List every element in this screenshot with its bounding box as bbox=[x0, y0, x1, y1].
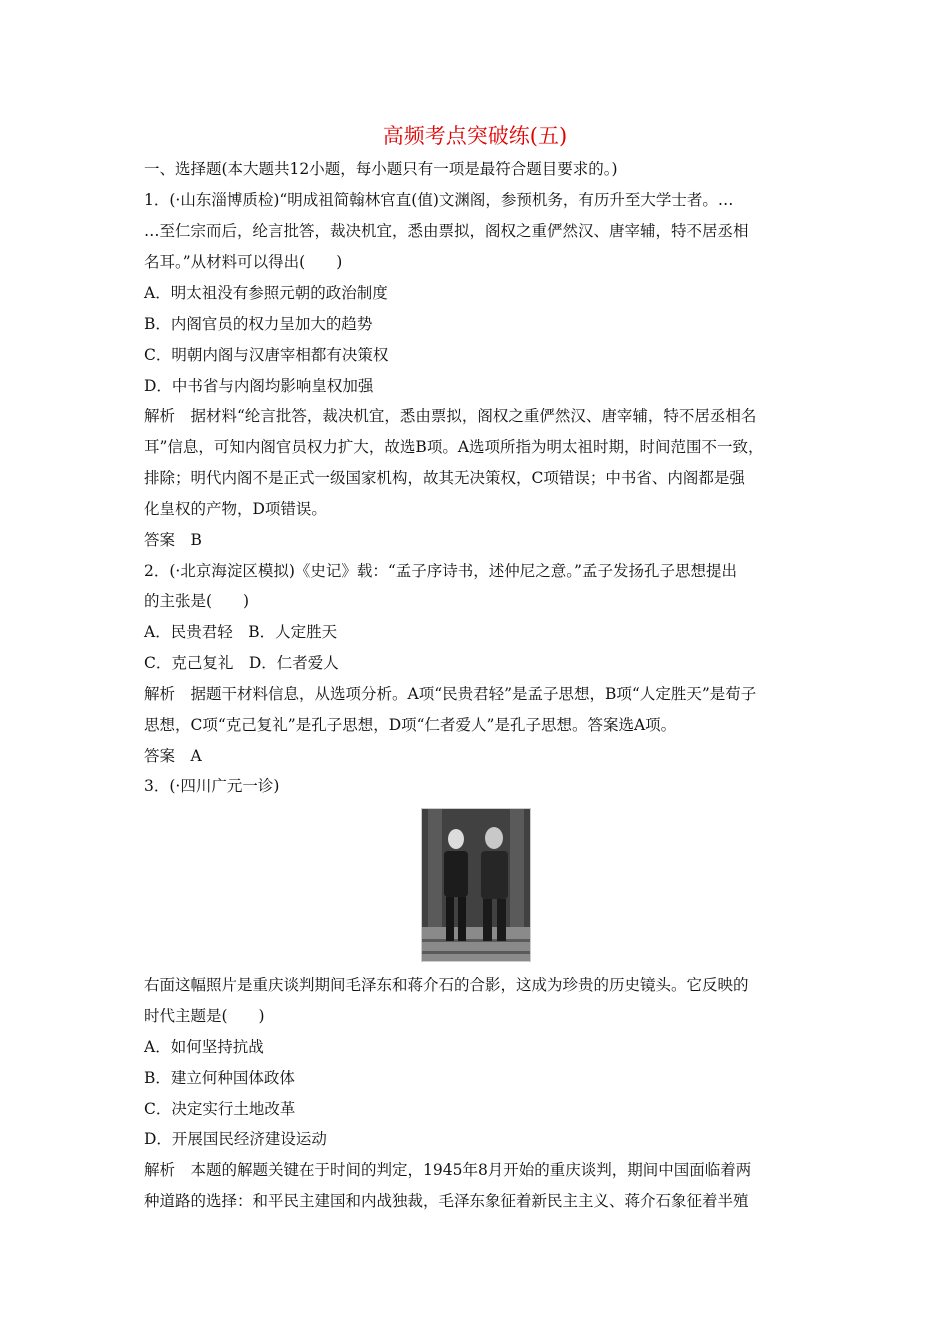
question-1-stem-line-2: …至仁宗而后，纶言批答，裁决机宜，悉由票拟，阁权之重俨然汉、唐宰辅，特不居丞相 bbox=[144, 222, 749, 240]
question-1-option-d: D．中书省与内阁均影响皇权加强 bbox=[144, 377, 374, 395]
question-2-analysis-line-2: 思想，C项“克己复礼”是孔子思想，D项“仁者爱人”是孔子思想。答案选A项。 bbox=[144, 716, 677, 734]
question-3-stem-line-1: 右面这幅照片是重庆谈判期间毛泽东和蒋介石的合影，这成为珍贵的历史镜头。它反映的 bbox=[144, 976, 749, 994]
question-1-option-a: A．明太祖没有参照元朝的政治制度 bbox=[144, 284, 388, 302]
question-2-options-cd: C．克己复礼 D．仁者爱人 bbox=[144, 654, 339, 672]
photo-figures-icon bbox=[422, 809, 530, 961]
question-2-stem-line-1: 2．(·北京海淀区模拟)《史记》载：“孟子序诗书，述仲尼之意。”孟子发扬孔子思想提出 bbox=[144, 562, 737, 580]
question-2-analysis-line-1: 解析 据题干材料信息，从选项分析。A项“民贵君轻”是孟子思想，B项“人定胜天”是荀子 bbox=[144, 685, 757, 703]
question-3-option-c: C．决定实行土地改革 bbox=[144, 1100, 296, 1118]
question-1-stem-line-1: 1．(·山东淄博质检)“明成祖简翰林官直(值)文渊阁，参预机务，有历升至大学士者。… bbox=[144, 191, 734, 209]
section-heading: 一、选择题(本大题共12小题，每小题只有一项是最符合题目要求的。) bbox=[144, 160, 618, 178]
question-3-option-b: B．建立何种国体政体 bbox=[144, 1069, 295, 1087]
question-1-answer: 答案 B bbox=[144, 531, 202, 549]
page-title: 高频考点突破练(五) bbox=[382, 124, 568, 148]
question-1-analysis-line-4: 化皇权的产物，D项错误。 bbox=[144, 500, 327, 518]
question-3-analysis-line-2: 种道路的选择：和平民主建国和内战独裁，毛泽东象征着新民主主义、蒋介石象征着半殖 bbox=[144, 1192, 749, 1210]
question-3-option-a: A．如何坚持抗战 bbox=[144, 1038, 264, 1056]
question-3-heading: 3．(·四川广元一诊) bbox=[144, 777, 280, 795]
question-1-option-c: C．明朝内阁与汉唐宰相都有决策权 bbox=[144, 346, 389, 364]
question-3-stem-line-2: 时代主题是( ) bbox=[144, 1007, 265, 1025]
question-2-answer: 答案 A bbox=[144, 747, 202, 765]
question-2-options-ab: A．民贵君轻 B．人定胜天 bbox=[144, 623, 338, 641]
question-3-analysis-line-1: 解析 本题的解题关键在于时间的判定，1945年8月开始的重庆谈判，期间中国面临着两 bbox=[144, 1161, 752, 1179]
question-2-stem-line-2: 的主张是( ) bbox=[144, 592, 250, 610]
question-1-analysis-line-2: 耳”信息，可知内阁官员权力扩大，故选B项。A选项所指为明太祖时期，时间范围不一致， bbox=[144, 438, 764, 456]
question-1-analysis-line-1: 解析 据材料“纶言批答，裁决机宜，悉由票拟，阁权之重俨然汉、唐宰辅，特不居丞相名 bbox=[144, 407, 757, 425]
question-3-option-d: D．开展国民经济建设运动 bbox=[144, 1130, 327, 1148]
question-1-stem-line-3: 名耳。”从材料可以得出( ) bbox=[144, 253, 343, 271]
question-1-analysis-line-3: 排除；明代内阁不是正式一级国家机构，故其无决策权，C项错误；中书省、内阁都是强 bbox=[144, 469, 745, 487]
historical-photo bbox=[421, 808, 531, 962]
question-1-option-b: B．内阁官员的权力呈加大的趋势 bbox=[144, 315, 373, 333]
